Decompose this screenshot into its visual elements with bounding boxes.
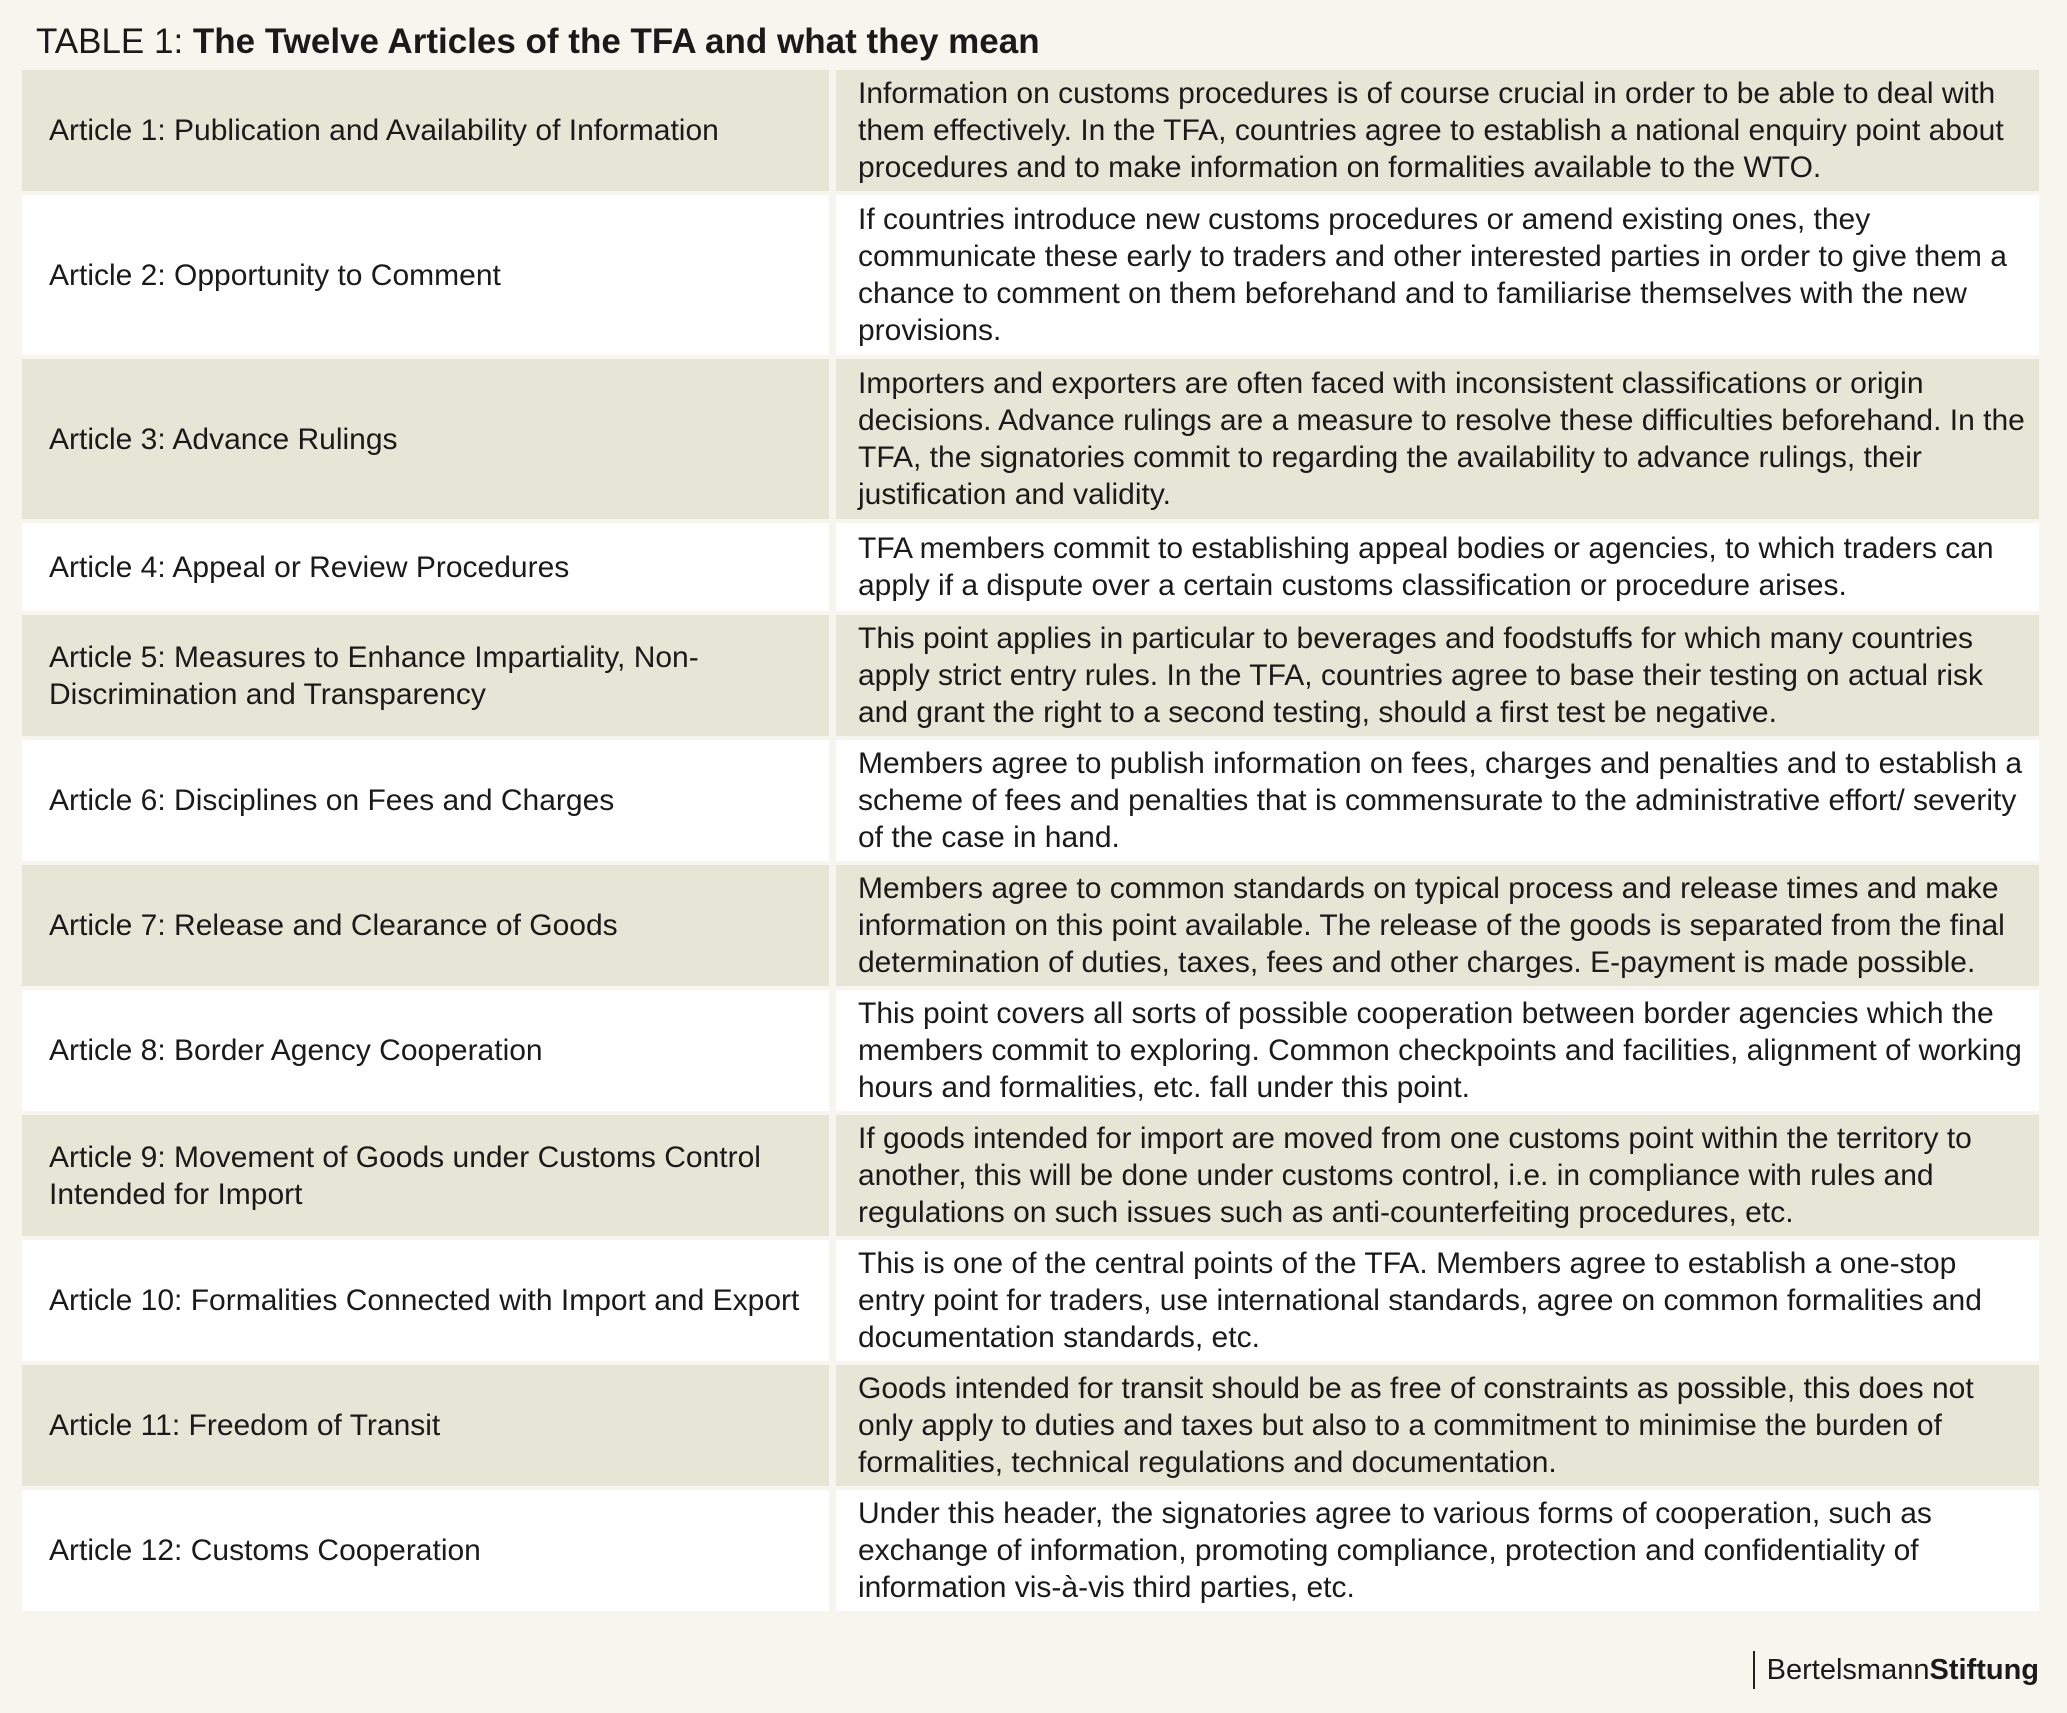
- table-row: [22, 523, 2039, 611]
- table-row: [22, 70, 2039, 191]
- meaning-cell: If countries introduce new customs procedures or amend existing ones, they communicate these early to traders and other interested parties in order to give them a chance to comment on them beforehand and to familiarise themselves with the new provisions.: [836, 195, 2039, 355]
- table-row: [22, 1365, 2039, 1486]
- meaning-cell: If goods intended for import are moved from one customs point within the territory to another, this will be done under customs control, i.e. in compliance with rules and regulations on such issues such as anti-counterfeiting procedures, etc.: [836, 1115, 2039, 1236]
- meaning-cell: Goods intended for transit should be as free of constraints as possible, this does not only apply to duties and taxes but also to a commitment to minimise the burden of formalities, technical regulations and documentation.: [836, 1365, 2039, 1486]
- meaning-cell: Under this header, the signatories agree to various forms of cooperation, such as exchange of information, promoting compliance, protection and confidentiality of information vis-à-vis third parties, etc.: [836, 1490, 2039, 1611]
- meaning-cell: Information on customs procedures is of course crucial in order to be able to deal with them effectively. In the TFA, countries agree to establish a national enquiry point about procedures and to make information on formalities available to the WTO.: [836, 70, 2039, 191]
- article-cell: Article 8: Border Agency Cooperation: [22, 990, 829, 1111]
- table-row: [22, 1490, 2039, 1611]
- articles-table: [22, 70, 2039, 1611]
- table-row: [22, 865, 2039, 986]
- meaning-cell: This point covers all sorts of possible cooperation between border agencies which the members commit to exploring. Common checkpoints and facilities, alignment of working hours and formalities, etc. fall under this point.: [836, 990, 2039, 1111]
- table-row: [22, 740, 2039, 861]
- logo-text-light: Bertelsmann: [1766, 1653, 1930, 1686]
- article-cell: Article 1: Publication and Availability of Information: [22, 70, 829, 191]
- article-cell: Article 6: Disciplines on Fees and Charges: [22, 740, 829, 861]
- article-cell: Article 12: Customs Cooperation: [22, 1490, 829, 1611]
- table-row: [22, 990, 2039, 1111]
- table-row: [22, 1115, 2039, 1236]
- meaning-cell: This is one of the central points of the TFA. Members agree to establish a one-stop entry point for traders, use international standards, agree on common formalities and documentation standards, etc.: [836, 1240, 2039, 1361]
- article-cell: Article 2: Opportunity to Comment: [22, 195, 829, 355]
- article-cell: Article 10: Formalities Connected with Import and Export: [22, 1240, 829, 1361]
- table-title-prefix: TABLE 1:: [36, 22, 193, 61]
- table-title: [36, 18, 1040, 66]
- logo-divider: [1753, 1651, 1755, 1689]
- table-row: [22, 615, 2039, 736]
- table-title-main: The Twelve Articles of the TFA and what they mean: [192, 22, 1040, 61]
- meaning-cell: Members agree to publish information on fees, charges and penalties and to establish a scheme of fees and penalties that is commensurate to the administrative effort/ severity of the case in hand.: [836, 740, 2039, 861]
- logo-text-bold: Stiftung: [1929, 1653, 2039, 1686]
- article-cell: Article 11: Freedom of Transit: [22, 1365, 829, 1486]
- article-cell: Article 3: Advance Rulings: [22, 359, 829, 519]
- article-cell: Article 7: Release and Clearance of Goods: [22, 865, 829, 986]
- article-cell: Article 9: Movement of Goods under Customs Control Intended for Import: [22, 1115, 829, 1236]
- table-row: [22, 195, 2039, 355]
- meaning-cell: TFA members commit to establishing appeal bodies or agencies, to which traders can apply if a dispute over a certain customs classification or procedure arises.: [836, 523, 2039, 611]
- article-cell: Article 4: Appeal or Review Procedures: [22, 523, 829, 611]
- meaning-cell: Importers and exporters are often faced with inconsistent classifications or origin decisions. Advance rulings are a measure to resolve these difficulties beforehand. In the TFA, the signatories commit to regarding the availability to advance rulings, their justification and validity.: [836, 359, 2039, 519]
- meaning-cell: Members agree to common standards on typical process and release times and make information on this point available. The release of the goods is separated from the final determination of duties, taxes, fees and other charges. E-payment is made possible.: [836, 865, 2039, 986]
- meaning-cell: This point applies in particular to beverages and foodstuffs for which many countries apply strict entry rules. In the TFA, countries agree to base their testing on actual risk and grant the right to a second testing, should a first test be negative.: [836, 615, 2039, 736]
- article-cell: Article 5: Measures to Enhance Impartiality, Non-Discrimination and Transparency: [22, 615, 829, 736]
- table-row: [22, 1240, 2039, 1361]
- table-row: [22, 359, 2039, 519]
- bertelsmann-stiftung-logo: [1753, 1650, 2039, 1690]
